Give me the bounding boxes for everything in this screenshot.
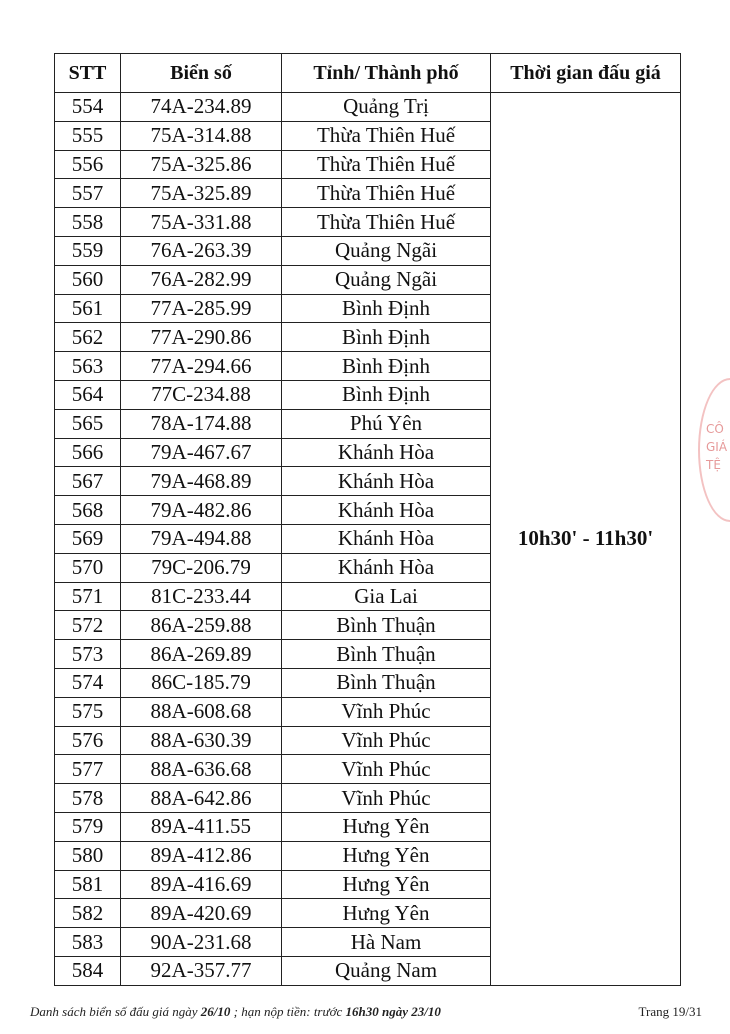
- cell-plate: 74A-234.89: [121, 93, 282, 122]
- cell-stt: 558: [55, 208, 121, 237]
- cell-plate: 79A-494.88: [121, 524, 282, 553]
- cell-stt: 575: [55, 697, 121, 726]
- cell-plate: 88A-630.39: [121, 726, 282, 755]
- cell-stt: 584: [55, 956, 121, 985]
- footer-deadline: 16h30 ngày 23/10: [345, 1004, 441, 1019]
- cell-stt: 555: [55, 121, 121, 150]
- table-header-row: [55, 54, 681, 93]
- cell-province: Hưng Yên: [282, 899, 491, 928]
- cell-plate: 89A-411.55: [121, 812, 282, 841]
- cell-plate: 79A-467.67: [121, 438, 282, 467]
- cell-stt: 562: [55, 323, 121, 352]
- footer-auction-date: 26/10: [200, 1004, 231, 1019]
- cell-province: Bình Thuận: [282, 640, 491, 669]
- cell-province: Bình Thuận: [282, 611, 491, 640]
- cell-province: Bình Định: [282, 323, 491, 352]
- cell-plate: 88A-636.68: [121, 755, 282, 784]
- cell-province: Quảng Ngãi: [282, 265, 491, 294]
- cell-auction-time: 10h30' - 11h30': [491, 93, 681, 986]
- cell-stt: 578: [55, 784, 121, 813]
- cell-stt: 579: [55, 812, 121, 841]
- page-number: Trang 19/31: [638, 1004, 702, 1019]
- cell-plate: 86A-259.88: [121, 611, 282, 640]
- cell-province: Khánh Hòa: [282, 553, 491, 582]
- cell-plate: 88A-642.86: [121, 784, 282, 813]
- cell-province: Hưng Yên: [282, 841, 491, 870]
- cell-stt: 570: [55, 553, 121, 582]
- cell-plate: 75A-314.88: [121, 121, 282, 150]
- cell-stt: 580: [55, 841, 121, 870]
- cell-stt: 557: [55, 179, 121, 208]
- cell-province: Thừa Thiên Huế: [282, 150, 491, 179]
- cell-plate: 75A-325.89: [121, 179, 282, 208]
- cell-province: Khánh Hòa: [282, 496, 491, 525]
- cell-province: Phú Yên: [282, 409, 491, 438]
- table-body: [55, 93, 681, 986]
- cell-province: Quảng Nam: [282, 956, 491, 985]
- cell-plate: 79A-468.89: [121, 467, 282, 496]
- table-row: [55, 93, 681, 122]
- cell-province: Quảng Ngãi: [282, 236, 491, 265]
- cell-plate: 86A-269.89: [121, 640, 282, 669]
- cell-stt: 569: [55, 524, 121, 553]
- cell-plate: 76A-263.39: [121, 236, 282, 265]
- cell-stt: 582: [55, 899, 121, 928]
- cell-plate: 81C-233.44: [121, 582, 282, 611]
- cell-plate: 89A-416.69: [121, 870, 282, 899]
- cell-stt: 554: [55, 93, 121, 122]
- cell-stt: 583: [55, 928, 121, 957]
- cell-stt: 568: [55, 496, 121, 525]
- cell-province: Vĩnh Phúc: [282, 755, 491, 784]
- cell-province: Hưng Yên: [282, 812, 491, 841]
- cell-plate: 76A-282.99: [121, 265, 282, 294]
- stamp-letter: CÔ: [706, 422, 724, 436]
- cell-province: Thừa Thiên Huế: [282, 208, 491, 237]
- cell-province: Bình Thuận: [282, 668, 491, 697]
- cell-province: Vĩnh Phúc: [282, 726, 491, 755]
- cell-stt: 561: [55, 294, 121, 323]
- cell-plate: 77C-234.88: [121, 380, 282, 409]
- cell-stt: 566: [55, 438, 121, 467]
- cell-stt: 571: [55, 582, 121, 611]
- cell-stt: 564: [55, 380, 121, 409]
- page-footer: [30, 1004, 702, 1020]
- cell-stt: 581: [55, 870, 121, 899]
- cell-plate: 77A-290.86: [121, 323, 282, 352]
- cell-province: Khánh Hòa: [282, 467, 491, 496]
- header-stt: STT: [55, 54, 121, 93]
- stamp-text: [706, 420, 730, 474]
- cell-plate: 89A-412.86: [121, 841, 282, 870]
- cell-plate: 77A-294.66: [121, 352, 282, 381]
- cell-plate: 90A-231.68: [121, 928, 282, 957]
- cell-plate: 92A-357.77: [121, 956, 282, 985]
- cell-province: Hưng Yên: [282, 870, 491, 899]
- cell-stt: 567: [55, 467, 121, 496]
- header-province: Tỉnh/ Thành phố: [282, 54, 491, 93]
- auction-table: [54, 53, 681, 986]
- cell-province: Gia Lai: [282, 582, 491, 611]
- cell-plate: 89A-420.69: [121, 899, 282, 928]
- cell-province: Thừa Thiên Huế: [282, 179, 491, 208]
- cell-stt: 576: [55, 726, 121, 755]
- cell-province: Bình Định: [282, 352, 491, 381]
- cell-plate: 77A-285.99: [121, 294, 282, 323]
- cell-province: Khánh Hòa: [282, 524, 491, 553]
- cell-stt: 560: [55, 265, 121, 294]
- cell-plate: 88A-608.68: [121, 697, 282, 726]
- cell-stt: 574: [55, 668, 121, 697]
- cell-province: Vĩnh Phúc: [282, 697, 491, 726]
- cell-stt: 573: [55, 640, 121, 669]
- cell-stt: 577: [55, 755, 121, 784]
- cell-province: Hà Nam: [282, 928, 491, 957]
- cell-stt: 563: [55, 352, 121, 381]
- cell-province: Bình Định: [282, 294, 491, 323]
- stamp-letter: GIÁ: [706, 440, 728, 454]
- cell-province: Bình Định: [282, 380, 491, 409]
- cell-plate: 75A-331.88: [121, 208, 282, 237]
- cell-stt: 559: [55, 236, 121, 265]
- cell-plate: 75A-325.86: [121, 150, 282, 179]
- cell-stt: 556: [55, 150, 121, 179]
- cell-plate: 78A-174.88: [121, 409, 282, 438]
- cell-province: Quảng Trị: [282, 93, 491, 122]
- footer-note: Danh sách biển số đấu giá ngày 26/10 ; hạn nộp tiền: trước 16h30 ngày 23/10: [30, 1004, 441, 1019]
- cell-province: Thừa Thiên Huế: [282, 121, 491, 150]
- cell-plate: 79A-482.86: [121, 496, 282, 525]
- header-plate: Biển số: [121, 54, 282, 93]
- cell-stt: 572: [55, 611, 121, 640]
- cell-province: Khánh Hòa: [282, 438, 491, 467]
- header-time: Thời gian đấu giá: [491, 54, 681, 93]
- cell-stt: 565: [55, 409, 121, 438]
- cell-province: Vĩnh Phúc: [282, 784, 491, 813]
- cell-plate: 79C-206.79: [121, 553, 282, 582]
- cell-plate: 86C-185.79: [121, 668, 282, 697]
- stamp-letter: TỆ: [706, 458, 721, 472]
